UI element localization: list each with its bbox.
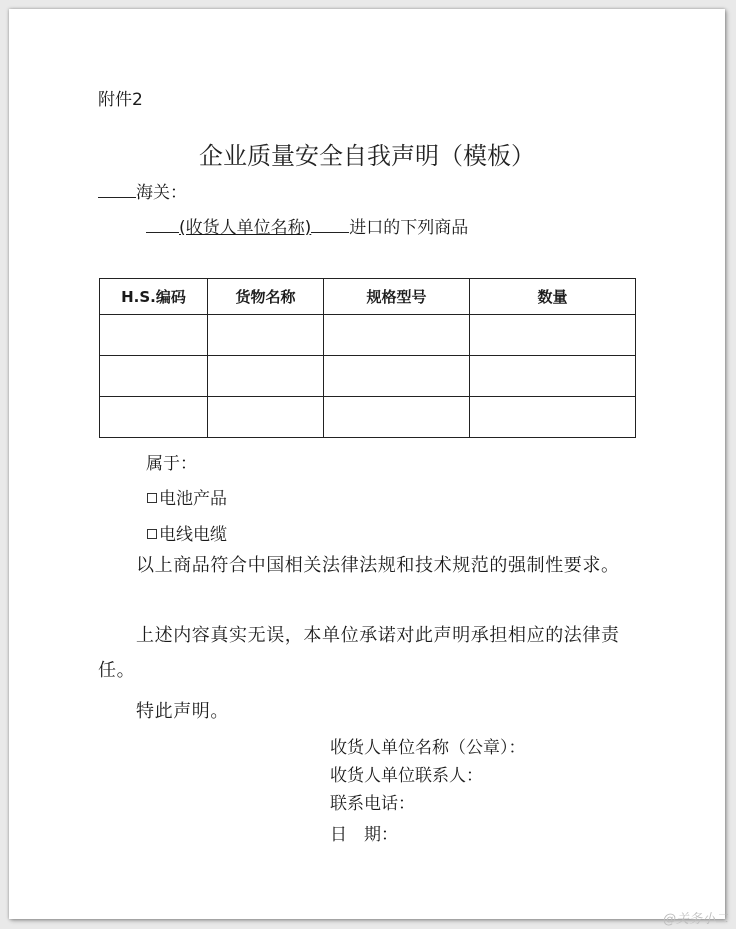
intro-blank-right <box>311 216 349 233</box>
watermark-text: @关务小二 <box>662 912 728 927</box>
table-cell[interactable] <box>470 315 636 356</box>
table-cell[interactable] <box>470 397 636 438</box>
belongs-label: 属于： <box>146 454 197 474</box>
table-cell[interactable] <box>208 397 324 438</box>
table-cell[interactable] <box>470 356 636 397</box>
intro-blank-left <box>146 216 179 233</box>
header-hs-code: H.S.编码 <box>100 279 208 315</box>
table-row <box>100 315 636 356</box>
option-battery-label: 电池产品 <box>159 489 227 509</box>
header-quantity: 数量 <box>470 279 636 315</box>
signature-company-name: 收货人单位名称（公章）： <box>330 738 526 758</box>
document-page <box>9 9 725 919</box>
table-cell[interactable] <box>324 315 470 356</box>
table-cell[interactable] <box>324 356 470 397</box>
header-specification: 规格型号 <box>324 279 470 315</box>
commitment-paragraph: 上述内容真实无误，本单位承诺对此声明承担相应的法律责任。 <box>98 625 620 681</box>
signature-phone: 联系电话： <box>330 794 415 814</box>
option-cable[interactable] <box>147 520 227 545</box>
table-cell[interactable] <box>208 315 324 356</box>
customs-blank <box>98 181 136 198</box>
table-header-row <box>100 279 636 315</box>
option-battery[interactable] <box>147 484 227 509</box>
option-cable-label: 电线电缆 <box>159 525 227 545</box>
checkbox-icon[interactable] <box>147 493 157 503</box>
table-cell[interactable] <box>100 315 208 356</box>
header-goods-name: 货物名称 <box>208 279 324 315</box>
declaration-closing: 特此声明。 <box>136 701 229 722</box>
consignee-name-placeholder: (收货人单位名称) <box>179 218 312 238</box>
intro-line <box>146 213 468 238</box>
signature-date: 日 期： <box>330 825 398 845</box>
checkbox-icon[interactable] <box>147 529 157 539</box>
table-row <box>100 356 636 397</box>
attachment-label: 附件2 <box>98 90 143 110</box>
table-cell[interactable] <box>100 356 208 397</box>
signature-contact: 收货人单位联系人： <box>330 766 483 786</box>
compliance-paragraph: 以上商品符合中国相关法律法规和技术规范的强制性要求。 <box>136 555 620 576</box>
customs-line <box>98 178 187 203</box>
customs-label: 海关： <box>136 183 187 203</box>
document-title: 企业质量安全自我声明（模板） <box>199 142 535 170</box>
intro-suffix: 进口的下列商品 <box>349 218 469 238</box>
table-cell[interactable] <box>100 397 208 438</box>
table-cell[interactable] <box>208 356 324 397</box>
goods-table <box>99 278 636 438</box>
table-cell[interactable] <box>324 397 470 438</box>
table-row <box>100 397 636 438</box>
